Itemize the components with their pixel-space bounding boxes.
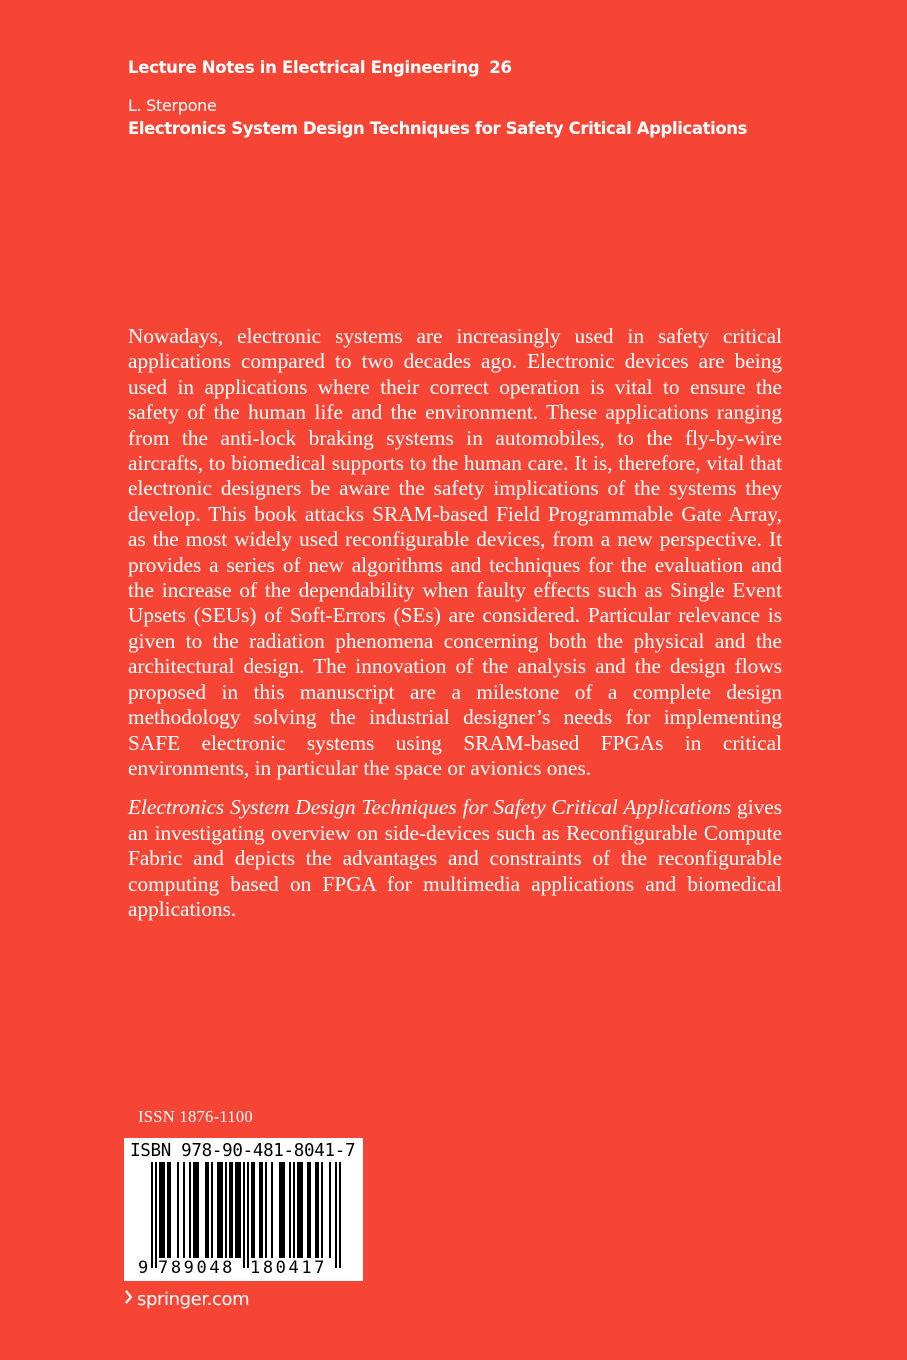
barcode-bar: [235, 1162, 237, 1258]
barcode-bar: [251, 1162, 253, 1258]
barcode-bar: [283, 1162, 285, 1258]
barcode-bar: [183, 1162, 185, 1258]
isbn-label: ISBN 978-90-481-8041-7: [130, 1141, 356, 1161]
ean-first-digit: 9: [138, 1258, 149, 1278]
barcode-bar: [189, 1162, 191, 1258]
description-paragraph-2-text: gives an investigating overview on side-devices such as Reconfigurable Compute Fabric and depicts the advantages and constraints of the reconfigurable computing based on FPGA for multimedia applications and biomedical applications.: [128, 795, 783, 921]
barcode-bar: [297, 1162, 299, 1258]
ean-left-digits: 789048: [158, 1258, 236, 1278]
barcode-bar: [309, 1162, 311, 1258]
barcode-bar: [299, 1162, 301, 1258]
barcode-bar: [339, 1162, 341, 1268]
barcode-bar: [243, 1162, 245, 1268]
barcode-bar: [321, 1162, 323, 1258]
barcode-bar: [307, 1162, 309, 1258]
barcode-bar: [293, 1162, 295, 1258]
barcode-bar: [161, 1162, 163, 1258]
series-name: Lecture Notes in Electrical Engineering: [128, 58, 480, 77]
barcode-bar: [195, 1162, 197, 1258]
book-title-reference: Electronics System Design Techniques for Safety Critical Applications: [128, 795, 732, 820]
isbn-barcode: [124, 1138, 363, 1281]
barcode-bar: [217, 1162, 219, 1258]
barcode-bar: [259, 1162, 261, 1258]
barcode-bar: [279, 1162, 281, 1258]
barcode-bar: [231, 1162, 233, 1258]
website-url[interactable]: springer.com: [137, 1289, 250, 1310]
barcode-bar: [265, 1162, 267, 1258]
barcode-bar: [211, 1162, 213, 1258]
barcode-bar: [281, 1162, 283, 1258]
barcode-bar: [271, 1162, 273, 1258]
barcode-bar: [253, 1162, 255, 1258]
author: L. Sterpone: [128, 96, 217, 115]
barcode-bar: [247, 1162, 249, 1268]
chevron-right-icon: [124, 1289, 133, 1310]
book-title: Electronics System Design Techniques for Safety Critical Applications: [128, 119, 748, 138]
publisher-website[interactable]: [124, 1289, 249, 1310]
barcode-bar: [197, 1162, 199, 1258]
description-paragraph-2: [128, 795, 782, 922]
barcode-bar: [261, 1162, 263, 1258]
barcode-bar: [225, 1162, 227, 1258]
barcode-bar: [239, 1162, 241, 1258]
book-description: [128, 324, 782, 922]
barcode-bar: [193, 1162, 195, 1258]
barcode-bar: [163, 1162, 165, 1258]
series-title: [128, 58, 512, 77]
ean-right-digits: 180417: [250, 1258, 328, 1278]
barcode-bar: [205, 1162, 207, 1258]
series-volume: 26: [489, 58, 512, 77]
description-paragraph-1: Nowadays, electronic systems are increasingly used in safety critical applications compared to two decades ago. Electronic devices are being used in applications where their correct operation is vital to ensure the safety of the human life and the environment. These applications ranging from the anti-lock braking systems in automobiles, to the fly-by-wire aircrafts, to biomedical supports to the human care. It is, therefore, vital that electronic designers be aware the safety implications of the systems they develop. This book attacks SRAM-based Field Programmable Gate Array, as the most widely used reconfigurable devices, from a new perspective. It provides a series of new algorithms and techniques for the evaluation and the increase of the dependability when faulty effects such as Single Event Upsets (SEUs) of Soft-Errors (SEs) are considered. Particular relevance is given to the radiation phenomena concerning both the physical and the architectural design. The innovation of the analysis and the design flows proposed in this manuscript are a milestone of a complete design methodology solving the industrial designer’s needs for implementing SAFE electronic systems using SRAM-based FPGAs in critical environments, in particular the space or avionics ones.: [128, 324, 782, 780]
barcode-bar: [301, 1162, 303, 1258]
barcode-bar: [167, 1162, 169, 1258]
barcode-bar: [177, 1162, 179, 1258]
barcode-bar: [237, 1162, 239, 1258]
barcode-bar: [329, 1162, 331, 1258]
barcode-bar: [159, 1162, 161, 1258]
barcode-bar: [221, 1162, 223, 1258]
barcode-bar: [315, 1162, 317, 1258]
barcode-bar: [151, 1162, 153, 1268]
barcode-bar: [229, 1162, 231, 1258]
issn-number: ISSN 1876-1100: [138, 1107, 253, 1126]
barcode-bar: [289, 1162, 291, 1258]
barcode-bar: [335, 1162, 337, 1268]
barcode-bar: [169, 1162, 171, 1258]
barcode-bar: [207, 1162, 209, 1258]
barcode-bar: [317, 1162, 319, 1258]
barcode-bar: [219, 1162, 221, 1258]
barcode-bar: [155, 1162, 157, 1268]
